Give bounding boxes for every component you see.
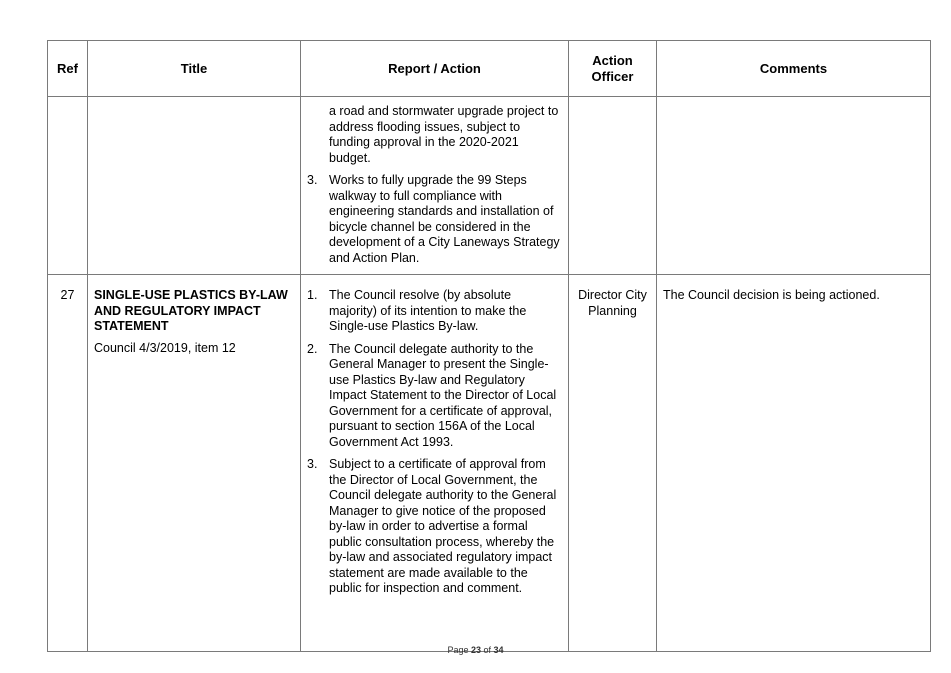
header-comments: Comments bbox=[657, 41, 931, 97]
meeting-reference: Council 4/3/2019, item 12 bbox=[94, 340, 236, 355]
page-footer bbox=[0, 645, 951, 655]
list-item bbox=[307, 342, 562, 451]
item-text: Subject to a certificate of approval from the Director of Local Government, the Council delegate authority to the General Manager to give notice of the proposed by-law in order to advertise a formal public consultation process, whereby the by-law and associated regulatory impact statement are made available to the public for inspection and comment. bbox=[329, 457, 557, 595]
actions-table bbox=[47, 40, 931, 652]
header-officer-line1: Action bbox=[592, 52, 633, 68]
item-number: 3. bbox=[307, 173, 318, 187]
list-item bbox=[307, 288, 562, 335]
report-cell bbox=[301, 275, 569, 652]
table-row-27 bbox=[48, 275, 931, 652]
item-number: 2. bbox=[307, 341, 318, 356]
ref-cell-empty bbox=[48, 97, 88, 275]
item-text: The Council delegate authority to the General Manager to present the Single-use Plastics By-law and Regulatory Impact Statement to the Director of Local Government for a certificate of approval, pursuant to section 156A of the Local Government Act 1993. bbox=[329, 341, 557, 449]
officer-cell: Director City Planning bbox=[569, 275, 657, 652]
header-ref: Ref bbox=[48, 41, 88, 97]
header-title: Title bbox=[88, 41, 301, 97]
list-item bbox=[307, 173, 562, 266]
comment-cell-empty bbox=[657, 97, 931, 275]
item-number: 3. bbox=[307, 457, 318, 471]
continued-action-text: a road and stormwater upgrade project to address flooding issues, subject to funding approval in the 2020-2021 budget. bbox=[329, 104, 559, 165]
footer-prefix: Page bbox=[447, 645, 469, 655]
header-report-action: Report / Action bbox=[301, 41, 569, 97]
comment-cell: The Council decision is being actioned. bbox=[657, 275, 931, 652]
table-header-row bbox=[48, 41, 931, 97]
item-text: Works to fully upgrade the 99 Steps walkway to full compliance with engineering standards and installation of bicycle channel be considered in the development of a City Laneways Strategy and Action Plan. bbox=[329, 173, 560, 265]
title-cell bbox=[88, 275, 301, 652]
header-action-officer bbox=[569, 41, 657, 97]
total-page-count: 34 bbox=[493, 645, 504, 655]
footer-separator: of bbox=[483, 645, 492, 655]
table-row-continued bbox=[48, 97, 931, 275]
continued-action-list bbox=[307, 173, 562, 266]
action-list bbox=[307, 288, 562, 597]
item-number: 1. bbox=[307, 288, 318, 302]
item-text: The Council resolve (by absolute majority) of its intention to make the Single-use Plastics By-law. bbox=[329, 288, 527, 333]
ref-cell: 27 bbox=[48, 275, 88, 652]
officer-cell-empty bbox=[569, 97, 657, 275]
current-page-number: 23 bbox=[470, 645, 481, 655]
list-item bbox=[307, 457, 562, 597]
item-title: SINGLE-USE PLASTICS BY-LAW AND REGULATORY IMPACT STATEMENT bbox=[94, 288, 288, 333]
report-cell bbox=[301, 97, 569, 275]
header-officer-line2: Officer bbox=[591, 68, 634, 84]
title-cell-empty bbox=[88, 97, 301, 275]
